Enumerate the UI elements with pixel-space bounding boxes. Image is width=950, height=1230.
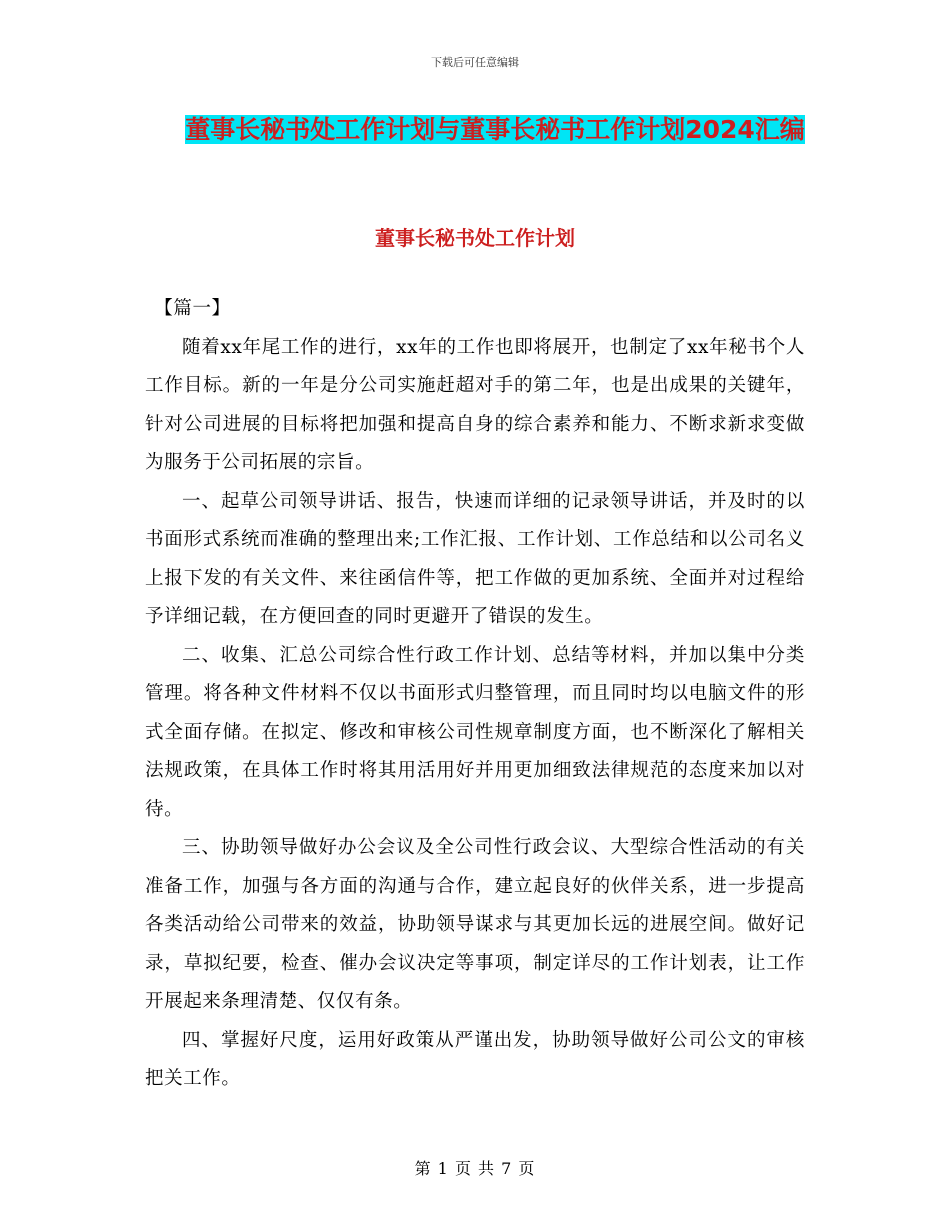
body-paragraph: 二、收集、汇总公司综合性行政工作计划、总结等材料，并加以集中分类管理。将各种文件材料不仅以书面形式归整管理，而且同时均以电脑文件的形式全面存储。在拟定、修改和审核公司性规章制度方面，也不断深化了解相关法规政策，在具体工作时将其用活用好并用更加细致法律规范的态度来加以对待。 (145, 644, 805, 820)
section-title: 董事长秘书处工作计划 (375, 226, 575, 250)
body-paragraph: 随着xx年尾工作的进行，xx年的工作也即将展开，也制定了xx年秘书个人工作目标。新的一年是分公司实施赶超对手的第二年，也是出成果的关键年，针对公司进展的目标将把加强和提高自身的综合素养和能力、不断求新求变做为服务于公司拓展的宗旨。 (145, 336, 805, 473)
body-paragraph: 三、协助领导做好办公会议及全公司性行政会议、大型综合性活动的有关准备工作，加强与各方面的沟通与合作，建立起良好的伙伴关系，进一步提高各类活动给公司带来的效益，协助领导谋求与其更加长远的进展空间。做好记录，草拟纪要，检查、催办会议决定等事项，制定详尽的工作计划表，让工作开展起来条理清楚、仅仅有条。 (145, 837, 805, 1012)
document-title (150, 110, 840, 150)
page-footer: 第 1 页 共 7 页 (414, 1159, 536, 1178)
body-paragraph: 四、掌握好尺度，运用好政策从严谨出发，协助领导做好公司公文的审核把关工作。 (145, 1029, 805, 1089)
header-note: 下载后可任意编辑 (431, 56, 519, 69)
document-body (145, 290, 805, 1099)
part-label: 【篇一】 (154, 298, 231, 319)
body-paragraph: 一、起草公司领导讲话、报告，快速而详细的记录领导讲话，并及时的以书面形式系统而准确的整理出来;工作汇报、工作计划、工作总结和以公司名义上报下发的有关文件、来往函信件等，把工作做的更加系统、全面并对过程给予详细记载，在方便回查的同时更避开了错误的发生。 (145, 490, 805, 627)
document-title-text: 董事长秘书处工作计划与董事长秘书工作计划2024汇编 (185, 115, 805, 144)
